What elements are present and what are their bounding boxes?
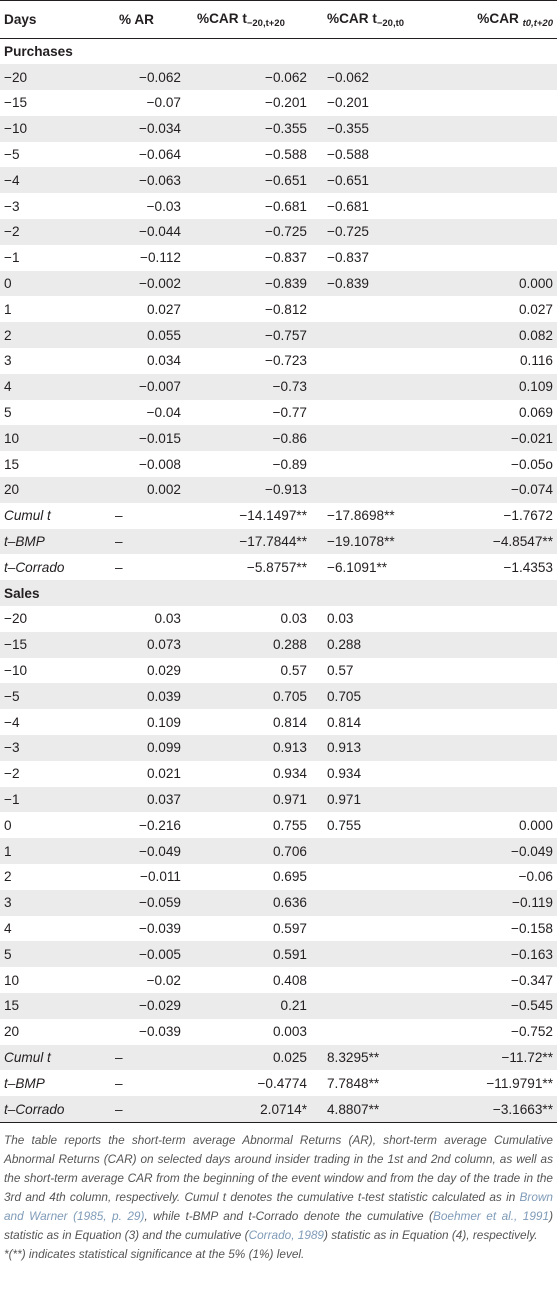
cell-car-post bbox=[445, 735, 557, 761]
header-ar: % AR bbox=[105, 1, 185, 39]
cell-car-pre: 0.03 bbox=[327, 611, 354, 627]
cell-car-pre: 0.755 bbox=[327, 817, 362, 833]
cell-car-window: 0.971 bbox=[185, 787, 313, 813]
cell-ar: −0.002 bbox=[105, 271, 185, 297]
cell-day: −15 bbox=[4, 95, 28, 111]
cell-day: 3 bbox=[0, 890, 105, 916]
cell-car-post bbox=[445, 245, 557, 271]
table-row bbox=[0, 890, 557, 916]
cell-ar: −0.029 bbox=[105, 993, 185, 1019]
cell-ar: −0.04 bbox=[146, 405, 181, 421]
table-row bbox=[0, 271, 557, 297]
cell-car-window: 0.705 bbox=[185, 683, 313, 709]
cell-day: 15 bbox=[0, 993, 105, 1019]
cell-day: −2 bbox=[0, 219, 105, 245]
cell-car-window: −0.355 bbox=[185, 116, 313, 142]
cell-car-post: −0.021 bbox=[445, 425, 557, 451]
cell-day: 20 bbox=[0, 477, 105, 503]
cell-ar: −0.044 bbox=[105, 219, 185, 245]
table-footnote bbox=[0, 1122, 557, 1264]
header-row bbox=[0, 1, 557, 39]
cell-car-window: −0.89 bbox=[272, 456, 307, 472]
cell-car-pre bbox=[313, 296, 445, 322]
table-row bbox=[0, 658, 557, 684]
cell-ar: – bbox=[115, 559, 123, 575]
cell-ar: – bbox=[115, 508, 123, 524]
cell-ar: −0.034 bbox=[105, 116, 185, 142]
table-row bbox=[0, 812, 557, 838]
cell-day: 10 bbox=[4, 972, 20, 988]
cell-car-pre bbox=[313, 374, 445, 400]
cell-car-window: −14.1497** bbox=[239, 508, 307, 524]
footnote-text-3: ) statistic as in Equation (3) and the cumulative ( bbox=[4, 1208, 553, 1242]
cell-car-post bbox=[445, 219, 557, 245]
cell-car-post bbox=[445, 606, 557, 632]
cell-car-post: −11.9791** bbox=[486, 1075, 553, 1091]
header-car-post-sub: t0,t+20 bbox=[522, 17, 553, 29]
table-row bbox=[0, 296, 557, 322]
cell-ar: −0.02 bbox=[146, 972, 181, 988]
cell-ar: −0.039 bbox=[139, 920, 181, 936]
cell-day: Cumul t bbox=[4, 508, 51, 524]
table-row bbox=[0, 1096, 557, 1122]
header-car-window-sub: −20,t+20 bbox=[246, 17, 285, 29]
cell-car-post bbox=[445, 632, 557, 658]
cell-day: t–Corrado bbox=[4, 559, 65, 575]
cell-day: 5 bbox=[0, 941, 105, 967]
cell-car-post: 0.116 bbox=[519, 353, 553, 369]
cell-car-post: −0.119 bbox=[445, 890, 557, 916]
table-row bbox=[0, 400, 557, 426]
cell-car-post: −1.7672 bbox=[503, 508, 553, 524]
section-label: Sales bbox=[0, 580, 557, 606]
cell-car-window: −5.8757** bbox=[246, 559, 307, 575]
table-row bbox=[0, 451, 557, 477]
cell-day: 2 bbox=[0, 322, 105, 348]
cell-car-post: −0.347 bbox=[511, 972, 553, 988]
table-row bbox=[0, 193, 557, 219]
cell-ar: 0.109 bbox=[146, 714, 181, 730]
table-row bbox=[0, 374, 557, 400]
cell-day: 0 bbox=[4, 817, 12, 833]
table-row bbox=[0, 1019, 557, 1045]
cell-ar: −0.039 bbox=[139, 1024, 181, 1040]
cell-car-window: −17.7844** bbox=[185, 529, 313, 555]
cell-car-post: −0.163 bbox=[445, 941, 557, 967]
cell-car-pre bbox=[313, 1019, 445, 1045]
cell-car-pre: −0.681 bbox=[327, 198, 369, 214]
table-row bbox=[0, 941, 557, 967]
cell-ar: 0.002 bbox=[105, 477, 185, 503]
cell-car-window: −0.77 bbox=[272, 405, 307, 421]
cell-day: Cumul t bbox=[0, 1045, 105, 1071]
cell-car-window: 0.025 bbox=[185, 1045, 313, 1071]
header-car-pre-main: %CAR t bbox=[327, 10, 377, 26]
cell-car-post: −0.074 bbox=[445, 477, 557, 503]
cell-car-pre bbox=[313, 864, 445, 890]
header-car-pre-sub: −20,t0 bbox=[376, 17, 405, 29]
cell-car-pre bbox=[313, 322, 445, 348]
cell-day: 10 bbox=[0, 425, 105, 451]
cell-car-window: 0.636 bbox=[185, 890, 313, 916]
cell-car-post: −0.06 bbox=[518, 869, 553, 885]
table-row bbox=[0, 632, 557, 658]
cell-ar: −0.03 bbox=[146, 198, 181, 214]
cell-ar: −0.07 bbox=[146, 95, 181, 111]
header-car-post-main: %CAR bbox=[477, 10, 523, 26]
table-row bbox=[0, 838, 557, 864]
table-row bbox=[0, 735, 557, 761]
cell-ar: −0.112 bbox=[140, 250, 181, 266]
cell-day: −3 bbox=[0, 735, 105, 761]
cell-car-post: −11.72** bbox=[445, 1045, 557, 1071]
cell-car-post: −1.4353 bbox=[503, 559, 553, 575]
cell-car-pre bbox=[313, 941, 445, 967]
table-row bbox=[0, 554, 557, 580]
cell-ar: 0.029 bbox=[146, 663, 181, 679]
cell-day: 1 bbox=[0, 838, 105, 864]
cell-car-window: −0.725 bbox=[185, 219, 313, 245]
cell-day: t–BMP bbox=[0, 529, 105, 555]
cell-car-pre bbox=[313, 967, 445, 993]
cell-car-window: −0.651 bbox=[185, 167, 313, 193]
cell-car-window: −0.913 bbox=[185, 477, 313, 503]
cell-car-post: −3.1663** bbox=[445, 1096, 557, 1122]
significance-note: *(**) indicates statistical significance at the 5% (1%) level. bbox=[4, 1246, 305, 1261]
table-row bbox=[0, 503, 557, 529]
cell-day: −15 bbox=[0, 632, 105, 658]
footnote-text-4: ) statistic as in Equation (4), respectively. bbox=[324, 1227, 538, 1242]
cell-car-window: 0.706 bbox=[185, 838, 313, 864]
cell-car-pre: −0.062 bbox=[313, 64, 445, 90]
cell-car-window: 0.003 bbox=[272, 1024, 307, 1040]
footnote-text-2: , while t-BMP and t-Corrado denote the cumulative ( bbox=[144, 1208, 433, 1223]
cell-car-window: −0.201 bbox=[265, 95, 307, 111]
cell-day: −5 bbox=[0, 683, 105, 709]
cell-car-pre: −6.1091** bbox=[327, 559, 388, 575]
cell-ar: 0.034 bbox=[146, 353, 181, 369]
cell-car-pre: 0.913 bbox=[313, 735, 445, 761]
cell-car-post: 0.109 bbox=[445, 374, 557, 400]
cell-car-post bbox=[445, 658, 557, 684]
cell-car-pre: −0.588 bbox=[327, 147, 369, 163]
cell-car-window: 0.755 bbox=[272, 817, 307, 833]
cell-car-window: 0.591 bbox=[185, 941, 313, 967]
cell-car-post bbox=[445, 167, 557, 193]
cell-car-pre: 0.971 bbox=[313, 787, 445, 813]
cell-ar: 0.03 bbox=[154, 611, 181, 627]
cell-car-window: −0.588 bbox=[265, 147, 307, 163]
cell-ar: 0.099 bbox=[105, 735, 185, 761]
cell-day: −20 bbox=[0, 64, 105, 90]
cell-car-post bbox=[445, 787, 557, 813]
table-row bbox=[0, 606, 557, 632]
cell-car-pre: 0.705 bbox=[313, 683, 445, 709]
table-row bbox=[0, 993, 557, 1019]
cell-ar: −0.015 bbox=[105, 425, 185, 451]
cell-car-pre: 0.814 bbox=[327, 714, 362, 730]
cell-car-window: 0.913 bbox=[185, 735, 313, 761]
table-row bbox=[0, 761, 557, 787]
cell-car-pre bbox=[313, 425, 445, 451]
table-row bbox=[0, 529, 557, 555]
cell-car-post bbox=[445, 683, 557, 709]
cell-ar: −0.059 bbox=[105, 890, 185, 916]
cell-day: t–Corrado bbox=[0, 1096, 105, 1122]
table-row bbox=[0, 1070, 557, 1096]
citation-corrado[interactable]: Corrado, 1989 bbox=[248, 1227, 324, 1242]
cell-day: 15 bbox=[4, 456, 20, 472]
section-header-purchases bbox=[0, 39, 557, 65]
cell-car-pre: −0.725 bbox=[313, 219, 445, 245]
cell-day: −4 bbox=[0, 167, 105, 193]
cell-day: −4 bbox=[4, 714, 20, 730]
footnote-text-1: The table reports the short-term average Abnormal Returns (AR), short-term average Cumulative Abnormal Returns (CAR) on selected days around insider trading in the 1st and 2nd column, as well as the short-term average CAR from the beginning of the event window and from the day of the trade in the 3rd and 4th column, respectively. Cumul t denotes the cumulative t-test statistic calculated as in bbox=[4, 1132, 553, 1204]
cell-car-window: −0.86 bbox=[185, 425, 313, 451]
cell-ar: −0.008 bbox=[139, 456, 181, 472]
citation-brown-warner[interactable]: Brown and Warner (1985, p. 29) bbox=[4, 1189, 553, 1223]
cell-car-pre bbox=[313, 890, 445, 916]
cell-car-pre bbox=[313, 348, 445, 374]
cell-car-post bbox=[445, 709, 557, 735]
cell-car-window: −0.73 bbox=[185, 374, 313, 400]
cell-ar: – bbox=[105, 1096, 185, 1122]
cell-car-pre: 8.3295** bbox=[313, 1045, 445, 1071]
cell-car-window: −0.723 bbox=[265, 353, 307, 369]
cell-day: −2 bbox=[4, 766, 20, 782]
table-row bbox=[0, 348, 557, 374]
cell-car-pre: 4.8807** bbox=[313, 1096, 445, 1122]
table-row bbox=[0, 425, 557, 451]
cell-car-post: 0.069 bbox=[518, 405, 553, 421]
cell-day: 20 bbox=[4, 1024, 20, 1040]
cell-car-window: −0.839 bbox=[185, 271, 313, 297]
cell-ar: −0.011 bbox=[140, 869, 181, 885]
table-row bbox=[0, 116, 557, 142]
header-car-post bbox=[445, 1, 557, 39]
cell-car-post bbox=[445, 193, 557, 219]
cell-car-window: 0.288 bbox=[185, 632, 313, 658]
cell-ar: 0.039 bbox=[105, 683, 185, 709]
table-row bbox=[0, 967, 557, 993]
cell-car-post: 0.000 bbox=[518, 817, 553, 833]
table-row bbox=[0, 245, 557, 271]
cell-car-pre bbox=[313, 993, 445, 1019]
cell-car-window: 0.934 bbox=[272, 766, 307, 782]
cell-ar: −0.005 bbox=[105, 941, 185, 967]
cell-car-pre: −19.1078** bbox=[313, 529, 445, 555]
table-row bbox=[0, 787, 557, 813]
cell-car-post: −0.158 bbox=[511, 920, 553, 936]
cell-ar: −0.007 bbox=[105, 374, 185, 400]
cell-car-pre: 7.7848** bbox=[327, 1075, 380, 1091]
cell-ar: −0.062 bbox=[105, 64, 185, 90]
cell-day: 4 bbox=[4, 920, 12, 936]
section-label: Purchases bbox=[4, 44, 73, 60]
cell-car-post: −0.049 bbox=[445, 838, 557, 864]
cell-day: −20 bbox=[4, 611, 28, 627]
cell-car-post: 0.027 bbox=[518, 301, 553, 317]
cell-day: 4 bbox=[0, 374, 105, 400]
cell-car-window: 0.408 bbox=[272, 972, 307, 988]
cell-day: −1 bbox=[4, 250, 20, 266]
cell-ar: 0.021 bbox=[146, 766, 181, 782]
table-row bbox=[0, 322, 557, 348]
cell-car-post bbox=[445, 116, 557, 142]
header-car-window bbox=[185, 1, 313, 39]
header-days: Days bbox=[0, 1, 105, 39]
table-row bbox=[0, 864, 557, 890]
cell-ar: −0.049 bbox=[105, 838, 185, 864]
cell-car-window: −0.681 bbox=[265, 198, 307, 214]
cell-car-post bbox=[445, 64, 557, 90]
cell-day: 0 bbox=[0, 271, 105, 297]
cell-car-pre: 0.934 bbox=[327, 766, 362, 782]
cell-car-pre: 0.288 bbox=[313, 632, 445, 658]
cell-ar: 0.027 bbox=[146, 301, 181, 317]
citation-boehmer[interactable]: Boehmer et al., 1991 bbox=[432, 1208, 550, 1223]
cell-car-window: 0.695 bbox=[272, 869, 307, 885]
header-car-window-main: %CAR t bbox=[197, 10, 247, 26]
table-row bbox=[0, 477, 557, 503]
cell-car-post: −4.8547** bbox=[445, 529, 557, 555]
cell-car-window: 2.0714* bbox=[185, 1096, 313, 1122]
cell-ar: −0.064 bbox=[139, 147, 181, 163]
cell-day: −10 bbox=[0, 116, 105, 142]
cell-car-window: −0.4774 bbox=[257, 1075, 307, 1091]
cell-car-window: −0.812 bbox=[265, 301, 307, 317]
cell-day: 1 bbox=[4, 301, 12, 317]
cell-car-post bbox=[445, 142, 557, 168]
cell-car-pre: −0.651 bbox=[313, 167, 445, 193]
table-row bbox=[0, 167, 557, 193]
cell-ar: −0.063 bbox=[105, 167, 185, 193]
cell-car-pre: −0.839 bbox=[313, 271, 445, 297]
cell-day: 5 bbox=[4, 405, 12, 421]
cell-car-pre: −17.8698** bbox=[327, 508, 395, 524]
cell-day: −3 bbox=[4, 198, 20, 214]
cell-car-post bbox=[445, 761, 557, 787]
section-header-sales bbox=[0, 580, 557, 606]
cell-car-pre bbox=[313, 477, 445, 503]
cell-car-pre bbox=[313, 838, 445, 864]
cell-day: −1 bbox=[0, 787, 105, 813]
cell-car-window: −0.757 bbox=[185, 322, 313, 348]
header-car-pre bbox=[313, 1, 445, 39]
cell-car-pre: −0.837 bbox=[327, 250, 369, 266]
cell-ar: 0.055 bbox=[105, 322, 185, 348]
cell-day: 2 bbox=[4, 869, 12, 885]
cell-car-post: −0.05o bbox=[511, 456, 553, 472]
cell-car-window: 0.03 bbox=[280, 611, 307, 627]
table-row bbox=[0, 709, 557, 735]
cell-car-post: −0.752 bbox=[511, 1024, 553, 1040]
table-header bbox=[0, 1, 557, 39]
cell-car-window: 0.57 bbox=[280, 663, 307, 679]
cell-ar: – bbox=[105, 1045, 185, 1071]
cell-ar: – bbox=[115, 1075, 123, 1091]
table-row bbox=[0, 142, 557, 168]
cell-car-post: 0.000 bbox=[445, 271, 557, 297]
cell-car-pre bbox=[313, 451, 445, 477]
cell-day: 3 bbox=[4, 353, 12, 369]
cell-car-post: 0.082 bbox=[445, 322, 557, 348]
table-row bbox=[0, 219, 557, 245]
cell-car-window: −0.062 bbox=[185, 64, 313, 90]
cell-car-pre: −0.201 bbox=[327, 95, 369, 111]
table-body bbox=[0, 39, 557, 1122]
cell-car-window: 0.814 bbox=[272, 714, 307, 730]
cell-day: −10 bbox=[4, 663, 28, 679]
cell-car-pre bbox=[313, 916, 445, 942]
cell-ar: – bbox=[105, 529, 185, 555]
cell-day: −5 bbox=[4, 147, 20, 163]
cell-car-post bbox=[445, 90, 557, 116]
cell-car-window: 0.21 bbox=[185, 993, 313, 1019]
cell-day: t–BMP bbox=[4, 1075, 45, 1091]
table-row bbox=[0, 683, 557, 709]
cell-car-post: −0.545 bbox=[445, 993, 557, 1019]
cell-ar: −0.216 bbox=[139, 817, 181, 833]
table-row bbox=[0, 916, 557, 942]
cell-car-pre bbox=[313, 400, 445, 426]
cell-ar: 0.073 bbox=[105, 632, 185, 658]
table-row bbox=[0, 90, 557, 116]
cell-car-pre: −0.355 bbox=[313, 116, 445, 142]
cell-car-window: 0.597 bbox=[272, 920, 307, 936]
table-row bbox=[0, 1045, 557, 1071]
table-row bbox=[0, 64, 557, 90]
cell-car-pre: 0.57 bbox=[327, 663, 354, 679]
cell-ar: 0.037 bbox=[105, 787, 185, 813]
cell-car-window: −0.837 bbox=[265, 250, 307, 266]
